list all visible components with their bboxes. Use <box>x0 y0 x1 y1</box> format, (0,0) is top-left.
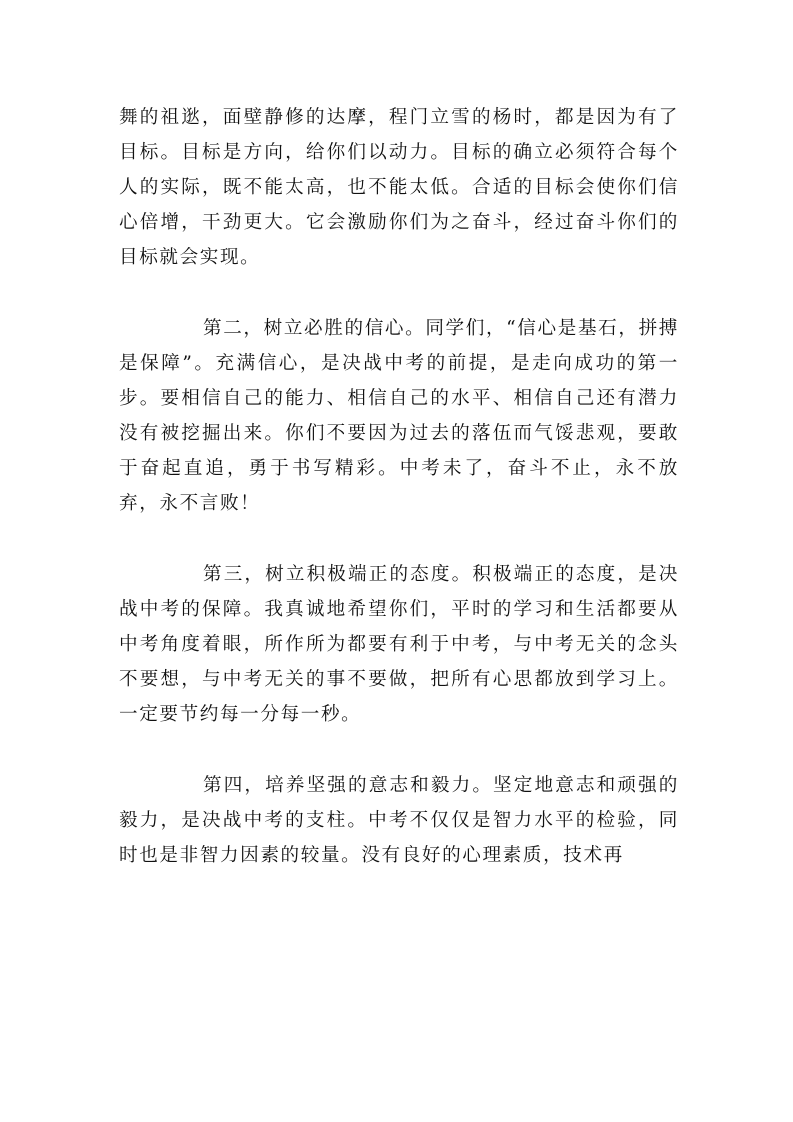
paragraph-attitude: 第三，树立积极端正的态度。积极端正的态度，是决战中考的保障。我真诚地希望你们，平时的学习和生活都要从中考角度着眼，所作所为都要有利于中考，与中考无关的念头不要想，与中考无关的事不要做，把所有心思都放到学习上。一定要节约每一分每一秒。 <box>119 564 679 725</box>
paragraph-willpower: 第四，培养坚强的意志和毅力。坚定地意志和顽强的毅力，是决战中考的支柱。中考不仅仅是智力水平的检验，同时也是非智力因素的较量。没有良好的心理素质，技术再 <box>119 775 679 866</box>
document-body <box>119 100 679 909</box>
paragraph-confidence: 第二，树立必胜的信心。同学们，“信心是基石，拼搏是保障”。充满信心，是决战中考的前提，是走向成功的第一步。要相信自己的能力、相信自己的水平、相信自己还有潜力没有被挖掘出来。你们不要因为过去的落伍而气馁悲观，要敢于奋起直追，勇于书写精彩。中考未了，奋斗不止，永不放弃，永不言败！ <box>119 318 679 514</box>
paragraph-goals: 舞的祖逖，面壁静修的达摩，程门立雪的杨时，都是因为有了目标。目标是方向，给你们以动力。目标的确立必须符合每个人的实际，既不能太高，也不能太低。合适的目标会使你们信心倍增，干劲更大。它会激励你们为之奋斗，经过奋斗你们的目标就会实现。 <box>119 107 679 268</box>
